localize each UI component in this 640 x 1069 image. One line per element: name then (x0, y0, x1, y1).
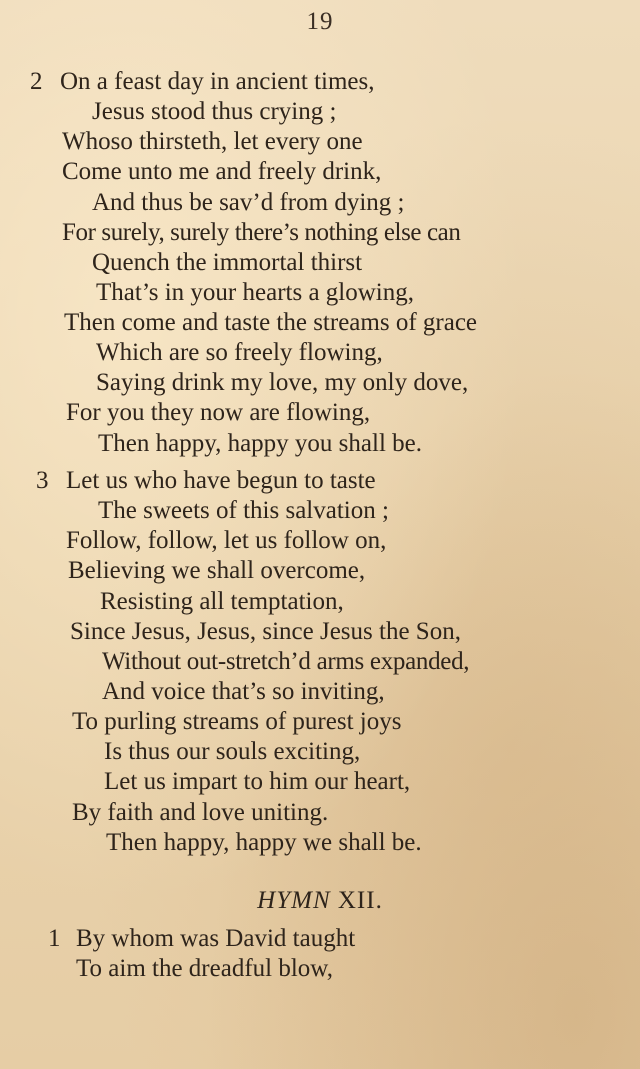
hymn-heading (0, 886, 640, 916)
verse-line: Quench the immortal thirst (92, 249, 363, 276)
verse-line: To purling streams of purest joys (72, 708, 402, 735)
verse-line: And voice that’s so inviting, (102, 678, 385, 705)
verse-line: By whom was David taught (76, 925, 356, 952)
verse-line: Which are so freely flowing, (96, 339, 383, 366)
verse-line: Let us who have begun to taste (66, 467, 376, 494)
verse-number: 2 (30, 68, 43, 95)
page-number: 19 (306, 8, 334, 35)
verse-line: Without out-stretch’d arms expanded, (102, 648, 470, 675)
verse-line: That’s in your hearts a glowing, (96, 279, 414, 306)
verse-line: Since Jesus, Jesus, since Jesus the Son, (70, 618, 461, 645)
verse-line: Resisting all temptation, (100, 588, 344, 615)
hymn-heading-numeral: XII. (337, 887, 383, 914)
verse-line: Jesus stood thus crying ; (92, 98, 337, 125)
verse-line: For you they now are flowing, (66, 399, 371, 426)
verse-line: Follow, follow, let us follow on, (66, 527, 387, 554)
verse-line: For surely, surely there’s nothing else can (62, 219, 461, 246)
verse-line: Saying drink my love, my only dove, (96, 369, 469, 396)
verse-line: Whoso thirsteth, let every one (62, 128, 363, 155)
verse-line: Then happy, happy we shall be. (106, 829, 422, 856)
verse-line: The sweets of this salvation ; (98, 497, 389, 524)
verse-line: To aim the dreadful blow, (76, 955, 333, 982)
verse-number: 3 (36, 467, 49, 494)
verse-number: 1 (48, 925, 61, 952)
verse-line: By faith and love uniting. (72, 799, 329, 826)
verse-line: Believing we shall overcome, (68, 557, 366, 584)
verse-line: Come unto me and freely drink, (62, 158, 382, 185)
hymn-heading-word: HYMN (257, 887, 331, 914)
verse-line: And thus be sav’d from dying ; (92, 189, 405, 216)
verse-line: Then happy, happy you shall be. (98, 430, 422, 457)
verse-line: Let us impart to him our heart, (104, 768, 411, 795)
verse-line: Is thus our souls exciting, (104, 738, 361, 765)
verse-line: On a feast day in ancient times, (60, 68, 375, 95)
verse-line: Then come and taste the streams of grace (64, 309, 478, 336)
